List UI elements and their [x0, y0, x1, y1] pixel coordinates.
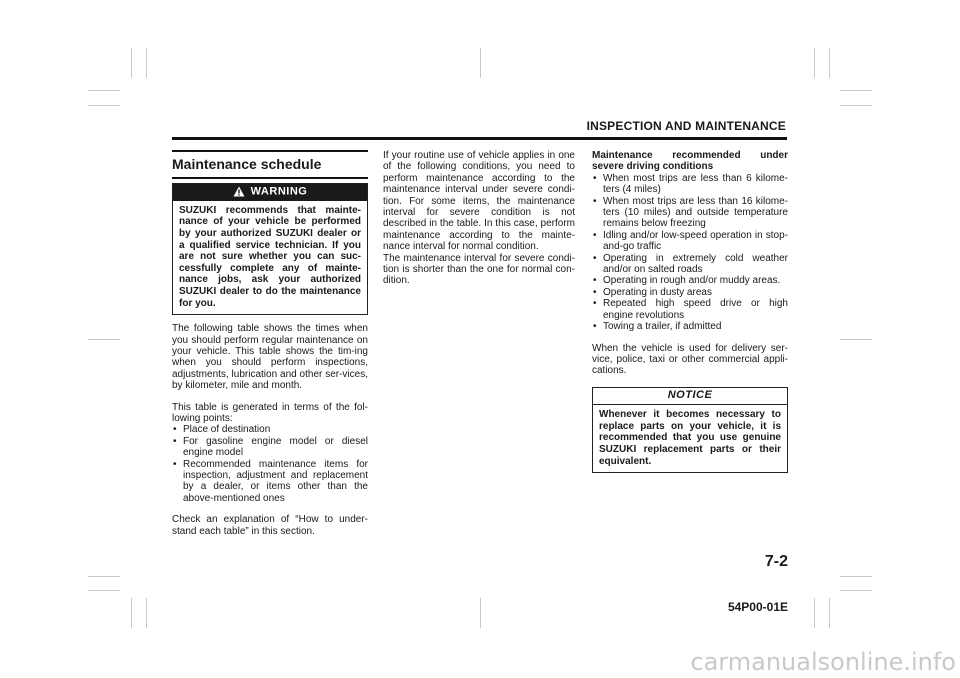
crop-mark	[88, 576, 120, 577]
bullet-list	[172, 424, 368, 504]
running-header: INSPECTION AND MAINTENANCE	[586, 119, 786, 133]
crop-mark	[146, 48, 147, 78]
header-rule	[172, 137, 787, 140]
warning-text: SUZUKI recommends that mainte-nance of your vehicle be performed by your authorized SUZUKI dealer or a qualified service technician. If you are not sure whether you can suc-cessfully complete any of mainte-nance jobs, ask your authorized SUZUKI dealer to do the maintenance for you.	[179, 204, 361, 309]
page-number: 7-2	[764, 553, 788, 570]
warning-triangle-icon	[233, 186, 245, 197]
notice-text: Whenever it becomes necessary to replace parts on your vehicle, it is recommended that you use genuine SUZUKI replacement parts or their equivalent.	[599, 409, 781, 467]
crop-mark	[840, 90, 872, 91]
paragraph: The following table shows the times when you should perform regular maintenance on your vehicle. This table shows the tim-ing when you should perform inspections, adjustments, lubrication and other ser-vices, by kilometer, mile and month.	[172, 323, 368, 392]
paragraph: If your routine use of vehicle applies in one of the following conditions, you need to perform maintenance according to the maintenance interval under severe condi-tion. For some items, the maintenance interval for severe condition is not described in the table. In this case, perform maintenance according to the mainte-nance interval for normal condition.	[383, 150, 575, 253]
crop-mark	[480, 48, 481, 78]
crop-mark	[840, 105, 872, 106]
bullet-list	[592, 173, 788, 333]
list-item: • When most trips are less than 16 kilome-ters (10 miles) and outside temperature remains below freezing	[592, 196, 788, 230]
notice-header: NOTICE	[593, 388, 787, 405]
crop-mark	[480, 598, 481, 628]
paragraph: This table is generated in terms of the fol-lowing points:	[172, 401, 368, 424]
crop-mark	[131, 598, 132, 628]
crop-mark	[814, 598, 815, 628]
paragraph: The maintenance interval for severe condi-tion is shorter than the one for normal con-dition.	[383, 252, 575, 287]
watermark: carmanualsonline.info	[690, 648, 956, 676]
crop-mark	[88, 105, 120, 106]
list-item: • Operating in rough and/or muddy areas.	[592, 275, 788, 286]
notice-box	[592, 387, 788, 473]
crop-mark	[88, 90, 120, 91]
crop-mark	[88, 339, 120, 340]
list-item: • Operating in dusty areas	[592, 287, 788, 298]
crop-mark	[829, 598, 830, 628]
subheading: Maintenance recommended under severe driving conditions	[592, 150, 788, 173]
crop-mark	[840, 590, 872, 591]
crop-mark	[829, 48, 830, 78]
crop-mark	[840, 576, 872, 577]
warning-box	[172, 183, 368, 315]
list-item: • Operating in extremely cold weather and/or on salted roads	[592, 253, 788, 276]
list-item: • For gasoline engine model or diesel engine model	[172, 436, 368, 459]
list-item: • When most trips are less than 6 kilome-ters (4 miles)	[592, 173, 788, 196]
column-left	[172, 183, 368, 537]
paragraph: When the vehicle is used for delivery ser-vice, police, taxi or other commercial appli-cations.	[592, 342, 788, 377]
warning-label: WARNING	[250, 185, 308, 198]
warning-header	[173, 184, 367, 201]
column-right	[592, 150, 788, 473]
crop-mark	[131, 48, 132, 78]
crop-mark	[88, 590, 120, 591]
crop-mark	[146, 598, 147, 628]
crop-mark	[840, 339, 872, 340]
document-code: 54P00-01E	[727, 600, 788, 614]
crop-mark	[814, 48, 815, 78]
list-item: • Recommended maintenance items for inspection, adjustment and replacement by a dealer, or items other than the above-mentioned ones	[172, 459, 368, 505]
paragraph: Check an explanation of “How to under-stand each table” in this section.	[172, 514, 368, 537]
section-title: Maintenance schedule	[172, 150, 368, 179]
list-item: • Towing a trailer, if admitted	[592, 321, 788, 332]
list-item: • Repeated high speed drive or high engine revolutions	[592, 298, 788, 321]
list-item: • Idling and/or low-speed operation in stop-and-go traffic	[592, 230, 788, 253]
list-item: • Place of destination	[172, 424, 368, 435]
column-middle	[383, 150, 575, 287]
